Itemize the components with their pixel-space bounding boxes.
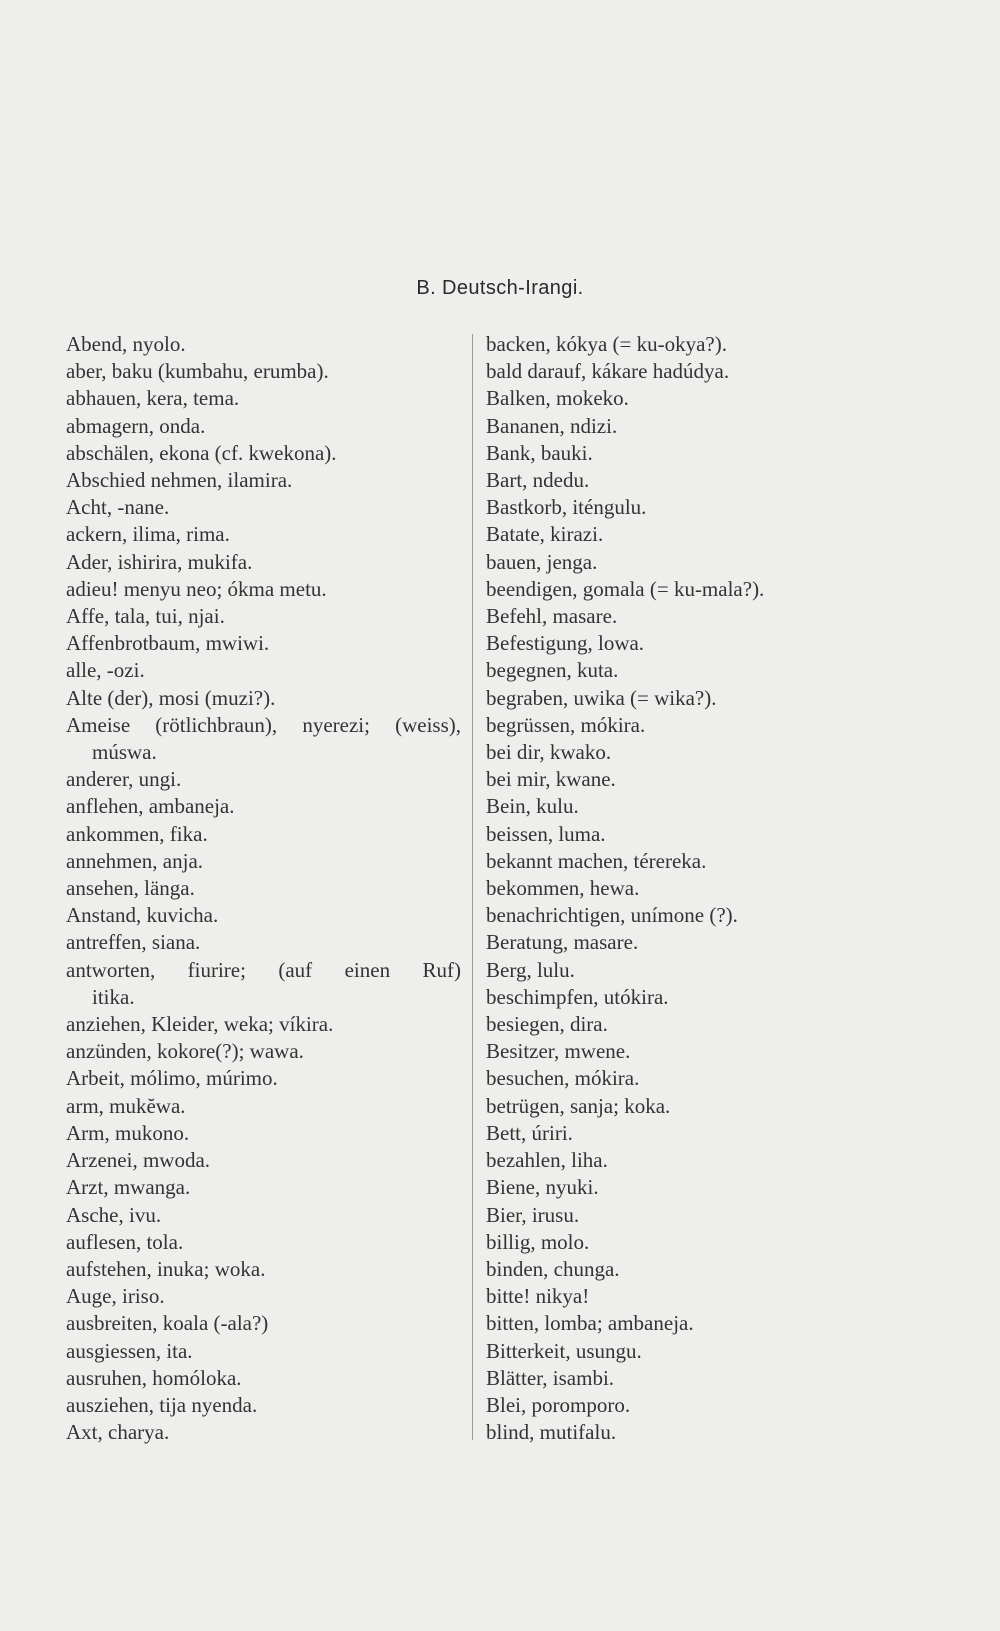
dictionary-entry: Bier, irusu.: [486, 1202, 580, 1227]
dictionary-entry: bekommen, hewa.: [486, 876, 640, 901]
dictionary-entry: bitten, lomba; ambaneja.: [486, 1311, 694, 1336]
dictionary-entry: Batate, kirazi.: [486, 522, 604, 547]
dictionary-entry: Berg, lulu.: [486, 957, 575, 982]
dictionary-entry: besuchen, mókira.: [486, 1066, 640, 1091]
section-heading: B. Deutsch-Irangi.: [416, 277, 584, 299]
right-column: [486, 331, 916, 1446]
dictionary-entry: Besitzer, mwene.: [486, 1039, 631, 1064]
dictionary-entry: Ameise (rötlichbraun), nyerezi; (weiss),: [66, 712, 461, 737]
dictionary-entry: Beratung, masare.: [486, 930, 639, 955]
dictionary-entry: Arzenei, mwoda.: [66, 1148, 211, 1173]
dictionary-entry: antworten, fiurire; (auf einen Ruf): [66, 957, 461, 982]
dictionary-entry: Alte (der), mosi (muzi?).: [66, 685, 276, 710]
dictionary-entry: Affe, tala, tui, njai.: [66, 604, 225, 629]
dictionary-entry: Anstand, kuvicha.: [66, 903, 219, 928]
dictionary-entry: anflehen, ambaneja.: [66, 794, 235, 819]
dictionary-entry: bald darauf, kákare hadúdya.: [486, 359, 730, 384]
dictionary-entry: antreffen, siana.: [66, 930, 201, 955]
dictionary-entry: ackern, ilima, rima.: [66, 522, 230, 547]
dictionary-entry: ansehen, länga.: [66, 876, 195, 901]
dictionary-entry: begrüssen, mókira.: [486, 712, 646, 737]
dictionary-entry: Bett, úriri.: [486, 1120, 573, 1145]
dictionary-entry: arm, mukĕwa.: [66, 1093, 186, 1118]
dictionary-entry: Ader, ishirira, mukifa.: [66, 549, 253, 574]
dictionary-entry: Acht, -nane.: [66, 495, 170, 520]
dictionary-entry: Balken, mokeko.: [486, 386, 629, 411]
dictionary-entry: auflesen, tola.: [66, 1229, 184, 1254]
dictionary-entry: ausruhen, homóloka.: [66, 1365, 242, 1390]
dictionary-entry: Affenbrotbaum, mwiwi.: [66, 631, 270, 656]
dictionary-entry: abhauen, kera, tema.: [66, 386, 240, 411]
dictionary-entry: alle, -ozi.: [66, 658, 145, 683]
dictionary-entry: betrügen, sanja; koka.: [486, 1093, 671, 1118]
dictionary-entry: beissen, luma.: [486, 821, 606, 846]
dictionary-entry: bitte! nikya!: [486, 1284, 590, 1309]
dictionary-entry: ausgiessen, ita.: [66, 1338, 193, 1363]
dictionary-entry: Biene, nyuki.: [486, 1175, 599, 1200]
dictionary-entry: benachrichtigen, unímone (?).: [486, 903, 738, 928]
dictionary-entry: Blätter, isambi.: [486, 1365, 615, 1390]
dictionary-entry: annehmen, anja.: [66, 848, 204, 873]
dictionary-entry: Arm, mukono.: [66, 1120, 190, 1145]
dictionary-entry: beendigen, gomala (= ku-mala?).: [486, 576, 765, 601]
dictionary-entry: Bananen, ndizi.: [486, 413, 618, 438]
dictionary-entry: Abend, nyolo.: [66, 332, 186, 356]
dictionary-entry: besiegen, dira.: [486, 1012, 608, 1037]
dictionary-entry: Blei, poromporo.: [486, 1392, 631, 1417]
dictionary-entry: abmagern, onda.: [66, 413, 206, 438]
dictionary-entry: adieu! menyu neo; ókma metu.: [66, 576, 327, 601]
dictionary-entry: Axt, charya.: [66, 1420, 170, 1445]
dictionary-entry: Befehl, masare.: [486, 604, 618, 629]
dictionary-entry: anzünden, kokore(?); wawa.: [66, 1039, 304, 1064]
dictionary-entry: Auge, iriso.: [66, 1284, 165, 1309]
dictionary-entry: abschälen, ekona (cf. kwekona).: [66, 440, 337, 465]
dictionary-entry: backen, kókya (= ku-okya?).: [486, 332, 727, 356]
dictionary-entry: ausziehen, tija nyenda.: [66, 1392, 258, 1417]
dictionary-entry: binden, chunga.: [486, 1256, 620, 1281]
dictionary-entry: Bitterkeit, usungu.: [486, 1338, 642, 1363]
dictionary-entry: begegnen, kuta.: [486, 658, 619, 683]
dictionary-entry: aber, baku (kumbahu, erumba).: [66, 359, 329, 384]
dictionary-entry: ankommen, fika.: [66, 821, 208, 846]
dictionary-entry: billig, molo.: [486, 1229, 590, 1254]
dictionary-entry: bezahlen, liha.: [486, 1148, 608, 1173]
dictionary-entry: Arzt, mwanga.: [66, 1175, 191, 1200]
dictionary-entry: Befestigung, lowa.: [486, 631, 645, 656]
left-column: [66, 331, 461, 1446]
dictionary-entry: bei mir, kwane.: [486, 767, 616, 792]
dictionary-entry: bekannt machen, térereka.: [486, 848, 707, 873]
dictionary-entry: bauen, jenga.: [486, 549, 598, 574]
entry-continuation: múswa.: [92, 740, 157, 765]
dictionary-entry: blind, mutifalu.: [486, 1420, 617, 1445]
dictionary-entry: Abschied nehmen, ilamira.: [66, 468, 293, 493]
dictionary-entry: Bart, ndedu.: [486, 468, 590, 493]
dictionary-entry: Arbeit, mólimo, múrimo.: [66, 1066, 278, 1091]
dictionary-entry: Bank, bauki.: [486, 440, 593, 465]
dictionary-entry: ausbreiten, koala (-ala?): [66, 1311, 269, 1336]
dictionary-entry: Bastkorb, iténgulu.: [486, 495, 647, 520]
dictionary-entry: bei dir, kwako.: [486, 740, 612, 765]
dictionary-entry: anziehen, Kleider, weka; víkira.: [66, 1012, 334, 1037]
entry-continuation: itika.: [92, 984, 135, 1009]
dictionary-entry: Asche, ivu.: [66, 1202, 162, 1227]
dictionary-entry: Bein, kulu.: [486, 794, 579, 819]
dictionary-entry: begraben, uwika (= wika?).: [486, 685, 717, 710]
dictionary-entry: anderer, ungi.: [66, 767, 182, 792]
column-divider: [472, 334, 473, 1440]
dictionary-entry: aufstehen, inuka; woka.: [66, 1256, 266, 1281]
dictionary-entry: beschimpfen, utókira.: [486, 984, 669, 1009]
